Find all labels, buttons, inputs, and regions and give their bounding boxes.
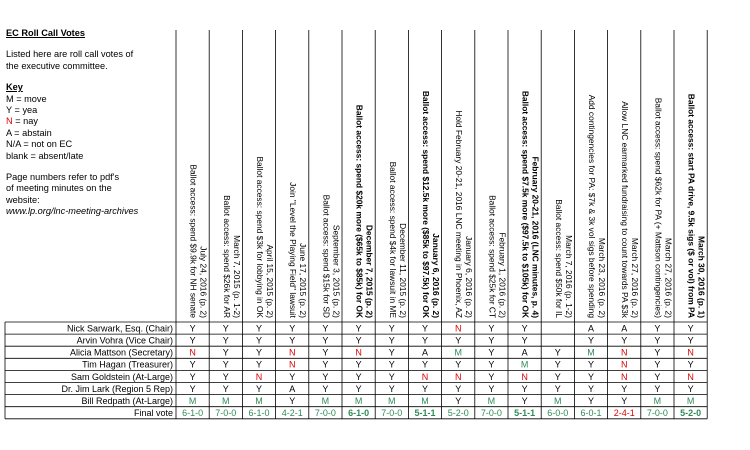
vote-cell: Y <box>687 383 694 394</box>
vote-cell: Y <box>388 347 395 358</box>
vote-cell: Y <box>355 359 362 370</box>
member-name: Alicia Mattson (Secretary) <box>69 347 173 358</box>
vote-cell: M <box>354 395 363 406</box>
vote-cell: M <box>188 395 197 406</box>
vote-cell: Y <box>322 347 329 358</box>
vote-cell: Y <box>189 323 196 334</box>
vote-cell: Y <box>488 323 495 334</box>
vote-cell: Y <box>388 371 395 382</box>
vote-cell: Y <box>554 359 561 370</box>
vote-cell: A <box>421 347 429 358</box>
final-vote-cell: 6-1-0 <box>182 408 204 419</box>
vote-cell: Y <box>388 335 395 346</box>
vote-cell: Y <box>322 371 329 382</box>
vote-cell: Y <box>587 335 595 346</box>
vote-cell: N <box>454 371 462 382</box>
key-code: Y <box>6 105 12 116</box>
note-line-2: of meeting minutes on the <box>6 183 112 194</box>
vote-cell: Y <box>521 323 528 334</box>
vote-cell: Y <box>421 323 429 334</box>
key-text: = absent/late <box>27 150 84 161</box>
vote-cell: Y <box>587 383 595 394</box>
column-header-line: December 11, 2015 (p. 2) <box>397 223 408 318</box>
final-vote-cell: 5-2-0 <box>447 408 469 419</box>
vote-cell: Y <box>621 395 628 406</box>
column-header-line: Hold February 20-21, 2016 LNC meeting in Phoenix, AZ <box>454 110 465 318</box>
column-header-line: Add contingencies for PA: $7k & 3k vol sigs before spending <box>587 94 597 318</box>
column-header-line: July 24, 2016 (p. 2) <box>198 246 209 318</box>
vote-cell: Y <box>488 371 495 382</box>
vote-cell: Y <box>654 371 661 382</box>
vote-cell: Y <box>554 371 561 382</box>
vote-cell: Y <box>421 359 429 370</box>
vote-cell: N <box>421 371 429 382</box>
column-header-line: Ballot access: spend $4k for lawsuit in ME <box>387 161 398 318</box>
vote-cell: Y <box>388 383 395 394</box>
column-header-line: June 17, 2015 (p. 2) <box>298 243 309 318</box>
vote-cell: Y <box>521 383 528 394</box>
vote-cell: Y <box>322 335 329 346</box>
column-header-line: March 30, 2016 (p. 1) <box>696 236 707 318</box>
vote-cell: N <box>255 371 263 382</box>
member-name: Arvin Vohra (Vice Chair) <box>76 335 173 346</box>
vote-cell: Y <box>355 323 362 334</box>
final-vote-label: Final vote <box>133 408 173 419</box>
key-code: N/A <box>6 139 21 150</box>
vote-cell: N <box>288 347 296 358</box>
page-title: EC Roll Call Votes <box>6 28 85 38</box>
final-vote-cell: 7-0-0 <box>480 408 502 419</box>
column-header-line: Ballot access: spend $62k for PA (+ Mattson contingencies) <box>653 97 664 318</box>
vote-cell: Y <box>255 383 263 394</box>
vote-cell: Y <box>289 395 296 406</box>
vote-cell: Y <box>189 335 196 346</box>
vote-cell: M <box>454 347 462 358</box>
column-header-line: January 6, 2016 (p. 2) <box>464 236 475 318</box>
vote-cell: N <box>687 371 694 382</box>
vote-cell: M <box>321 395 330 406</box>
vote-cell: Y <box>289 335 296 346</box>
vote-cell: Y <box>222 383 229 394</box>
key-code: N <box>6 116 13 127</box>
vote-cell: Y <box>654 383 661 394</box>
vote-cell: M <box>554 395 562 406</box>
description-line-1: Listed here are roll call votes of <box>6 49 134 60</box>
column-header-line: March 27, 2016 (p. 2) <box>630 237 641 318</box>
vote-cell: Y <box>621 383 628 394</box>
vote-cell: Y <box>488 347 495 358</box>
vote-cell: Y <box>222 347 229 358</box>
column-header-line: March 7, 2016 (p. 1-2) <box>563 235 574 318</box>
vote-cell: Y <box>455 335 462 346</box>
vote-cell: N <box>288 359 296 370</box>
vote-cell: Y <box>255 347 263 358</box>
vote-cell: M <box>421 395 429 406</box>
vote-cell: M <box>587 347 595 358</box>
vote-cell: M <box>653 395 662 406</box>
final-vote-cell: 7-0-0 <box>314 408 336 419</box>
vote-cell: Y <box>687 359 694 370</box>
note-line-1: Page numbers refer to pdf's <box>6 172 120 183</box>
vote-cell: M <box>487 395 496 406</box>
vote-cell: Y <box>355 371 362 382</box>
column-header-line: September 3, 2015 (p. 2) <box>331 224 342 318</box>
vote-cell: Y <box>189 359 196 370</box>
column-header-line: Ballot access: start PA drive, 9.5k sigs ($ or vol) from PA <box>686 93 697 318</box>
final-vote-cell: 5-1-1 <box>514 408 536 419</box>
key-text: = move <box>13 93 47 104</box>
member-name: Tim Hagan (Treasurer) <box>82 359 173 370</box>
vote-cell: Y <box>521 335 528 346</box>
column-header-line: March 7, 2015 (p. 1-2) <box>231 235 242 318</box>
member-name: Bill Redpath (At-Large) <box>81 395 173 406</box>
vote-cell: Y <box>255 335 263 346</box>
vote-cell: Y <box>687 323 694 334</box>
column-header-line: Ballot access: spend $15k for SD <box>321 194 332 318</box>
vote-cell: A <box>289 383 296 394</box>
key-text: = not on EC <box>20 139 73 150</box>
final-vote-cell: 6-0-1 <box>580 408 602 419</box>
vote-cell: Y <box>421 335 429 346</box>
vote-cell: N <box>454 323 462 334</box>
final-vote-cell: 7-0-0 <box>215 408 237 419</box>
column-header-line: February 20-21, 2016 (LNC minutes, p. 4) <box>530 156 541 318</box>
column-header-line: March 27, 2016 (p. 2) <box>663 237 674 318</box>
key-code: M <box>6 93 14 104</box>
vote-cell: N <box>687 347 694 358</box>
column-header-line: April 15, 2015 (p. 2) <box>265 244 275 318</box>
column-header-line: Ballot access: spend $9.9k for NH senate <box>188 164 199 318</box>
vote-cell: N <box>355 347 362 358</box>
column-header-line: Join "Level the Playing Field" lawsuit <box>288 182 299 318</box>
vote-cell: M <box>388 395 396 406</box>
final-vote-cell: 6-0-0 <box>547 408 569 419</box>
column-header-line: Ballot access: spend $12.5k more ($85k to $97.5k) for OK <box>421 90 431 318</box>
vote-cell: Y <box>421 383 429 394</box>
final-vote-cell: 7-0-0 <box>646 408 668 419</box>
column-header-line: Ballot access: spend $26k for AR <box>221 195 232 318</box>
column-header-line: Ballot access: spend $25k for CT <box>487 195 498 318</box>
final-vote-cell: 5-1-1 <box>414 408 436 419</box>
member-name: Nick Sarwark, Esq. (Chair) <box>66 323 173 334</box>
column-header-line: Ballot access: spend $50k for IL <box>553 199 564 318</box>
vote-cell: Y <box>654 359 661 370</box>
description-line-2: the executive committee. <box>6 60 108 71</box>
key-text: = yea <box>11 105 38 116</box>
vote-cell: N <box>521 371 528 382</box>
key-code: A <box>6 127 12 138</box>
final-vote-cell: 6-1-0 <box>248 408 270 419</box>
vote-cell: Y <box>654 335 661 346</box>
vote-cell: N <box>189 347 196 358</box>
vote-cell: Y <box>189 383 196 394</box>
vote-cell: Y <box>289 323 296 334</box>
final-vote-cell: 5-2-0 <box>680 408 702 419</box>
final-vote-cell: 4-2-1 <box>281 408 303 419</box>
vote-cell: Y <box>687 335 694 346</box>
vote-cell: Y <box>554 347 561 358</box>
vote-cell: Y <box>587 371 595 382</box>
vote-cell: Y <box>388 359 395 370</box>
vote-cell: Y <box>587 359 595 370</box>
vote-cell: Y <box>289 371 296 382</box>
column-header-line: Ballot access: spend $20k more ($65k to $85k) for OK <box>354 104 365 319</box>
column-header-line: Ballot access: spend $3k for lobbying in OK <box>255 156 265 318</box>
vote-cell: Y <box>222 359 229 370</box>
vote-cell: Y <box>654 323 661 334</box>
key-text: = abstain <box>11 127 52 138</box>
key-code: blank <box>6 150 28 161</box>
vote-cell: Y <box>455 359 462 370</box>
vote-cell: M <box>520 359 529 370</box>
note-line-3: website: <box>6 194 40 205</box>
column-header-line: Ballot access: spend $7.5k more ($97.5k to $105k) for OK <box>520 90 531 318</box>
vote-cell: M <box>686 395 695 406</box>
vote-cell: Y <box>587 395 595 406</box>
vote-cell: A <box>621 323 628 334</box>
final-vote-cell: 7-0-0 <box>381 408 403 419</box>
vote-cell: Y <box>355 383 362 394</box>
final-vote-cell: 2-4-1 <box>613 408 635 419</box>
vote-cell: Y <box>488 359 495 370</box>
vote-cell: M <box>255 395 263 406</box>
vote-cell: M <box>222 395 230 406</box>
vote-cell: Y <box>222 323 229 334</box>
website-link[interactable]: www.lp.org/lnc-meeting-archives <box>6 206 139 217</box>
column-header-line: March 23, 2016 (p. 2) <box>597 237 607 318</box>
vote-cell: N <box>620 371 628 382</box>
vote-cell: N <box>620 359 628 370</box>
vote-cell: Y <box>654 347 661 358</box>
vote-cell: Y <box>189 371 196 382</box>
column-header-line: December 7, 2015 (p. 2) <box>364 224 375 318</box>
vote-cell: N <box>620 347 628 358</box>
vote-cell: Y <box>255 323 263 334</box>
vote-cell: Y <box>488 383 495 394</box>
vote-cell: Y <box>222 371 229 382</box>
vote-cell: Y <box>222 335 229 346</box>
vote-cell: Y <box>355 335 362 346</box>
vote-cell: Y <box>521 395 528 406</box>
vote-cell: Y <box>388 323 395 334</box>
final-vote-cell: 6-1-0 <box>348 408 370 419</box>
column-header-line: Allow LNC earmarked fundraising to count towards PA $3k <box>620 101 631 318</box>
vote-cell: A <box>521 347 528 358</box>
vote-cell: Y <box>322 359 329 370</box>
column-header-line: February 1, 2016 (p. 2) <box>497 232 508 318</box>
vote-cell: Y <box>488 335 495 346</box>
vote-cell: Y <box>322 323 329 334</box>
vote-cell: Y <box>455 383 462 394</box>
vote-cell: Y <box>621 335 628 346</box>
member-name: Sam Goldstein (At-Large) <box>70 371 173 382</box>
vote-cell: A <box>587 323 595 334</box>
vote-cell: Y <box>322 383 329 394</box>
vote-cell: Y <box>554 383 561 394</box>
column-header-line: January 6, 2016 (p. 2) <box>431 233 441 318</box>
key-text: = nay <box>12 116 38 127</box>
vote-cell: Y <box>255 359 263 370</box>
vote-cell: Y <box>455 395 462 406</box>
member-name: Dr. Jim Lark (Region 5 Rep) <box>61 383 173 394</box>
key-heading: Key <box>6 82 23 93</box>
